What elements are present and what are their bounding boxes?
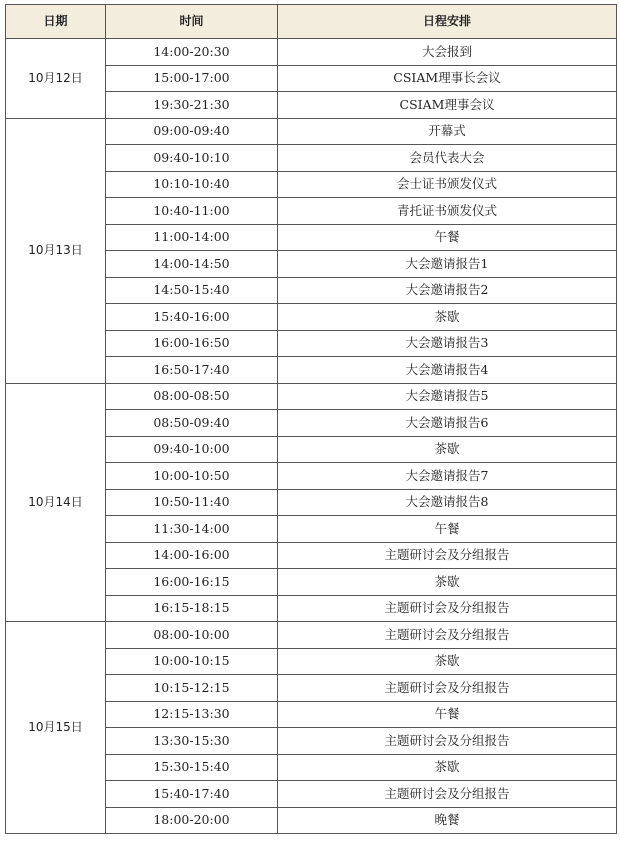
time-cell: 11:00-14:00 — [106, 224, 278, 251]
event-cell: 大会邀请报告2 — [278, 277, 617, 304]
event-cell: 开幕式 — [278, 118, 617, 145]
time-cell: 10:00-10:15 — [106, 648, 278, 675]
event-cell: 大会报到 — [278, 39, 617, 66]
event-cell: 茶歇 — [278, 754, 617, 781]
table-row — [6, 383, 617, 410]
date-cell: 10月14日 — [6, 383, 106, 622]
time-cell: 15:40-16:00 — [106, 304, 278, 331]
header-date: 日期 — [6, 5, 106, 39]
event-cell: 主题研讨会及分组报告 — [278, 675, 617, 702]
header-event: 日程安排 — [278, 5, 617, 39]
event-cell: 茶歇 — [278, 648, 617, 675]
time-cell: 16:00-16:15 — [106, 569, 278, 596]
event-cell: CSIAM理事会议 — [278, 92, 617, 119]
time-cell: 10:00-10:50 — [106, 463, 278, 490]
table-row — [6, 39, 617, 66]
header-row — [6, 5, 617, 39]
event-cell: 晚餐 — [278, 807, 617, 834]
time-cell: 08:00-10:00 — [106, 622, 278, 649]
event-cell: 茶歇 — [278, 304, 617, 331]
event-cell: 午餐 — [278, 701, 617, 728]
time-cell: 09:40-10:10 — [106, 145, 278, 172]
time-cell: 08:50-09:40 — [106, 410, 278, 437]
time-cell: 16:00-16:50 — [106, 330, 278, 357]
event-cell: CSIAM理事长会议 — [278, 65, 617, 92]
event-cell: 主题研讨会及分组报告 — [278, 595, 617, 622]
date-cell: 10月15日 — [6, 622, 106, 834]
table-row — [6, 118, 617, 145]
event-cell: 茶歇 — [278, 569, 617, 596]
time-cell: 14:00-14:50 — [106, 251, 278, 278]
time-cell: 16:50-17:40 — [106, 357, 278, 384]
event-cell: 午餐 — [278, 516, 617, 543]
time-cell: 15:30-15:40 — [106, 754, 278, 781]
time-cell: 09:00-09:40 — [106, 118, 278, 145]
time-cell: 10:10-10:40 — [106, 171, 278, 198]
event-cell: 大会邀请报告3 — [278, 330, 617, 357]
time-cell: 10:15-12:15 — [106, 675, 278, 702]
time-cell: 12:15-13:30 — [106, 701, 278, 728]
event-cell: 午餐 — [278, 224, 617, 251]
event-cell: 大会邀请报告7 — [278, 463, 617, 490]
schedule-table — [5, 4, 617, 834]
event-cell: 主题研讨会及分组报告 — [278, 781, 617, 808]
time-cell: 19:30-21:30 — [106, 92, 278, 119]
date-cell: 10月12日 — [6, 39, 106, 119]
time-cell: 18:00-20:00 — [106, 807, 278, 834]
time-cell: 10:40-11:00 — [106, 198, 278, 225]
time-cell: 10:50-11:40 — [106, 489, 278, 516]
date-cell: 10月13日 — [6, 118, 106, 383]
time-cell: 08:00-08:50 — [106, 383, 278, 410]
time-cell: 09:40-10:00 — [106, 436, 278, 463]
event-cell: 青托证书颁发仪式 — [278, 198, 617, 225]
event-cell: 大会邀请报告4 — [278, 357, 617, 384]
event-cell: 会员代表大会 — [278, 145, 617, 172]
event-cell: 主题研讨会及分组报告 — [278, 622, 617, 649]
event-cell: 会士证书颁发仪式 — [278, 171, 617, 198]
time-cell: 15:40-17:40 — [106, 781, 278, 808]
time-cell: 14:00-16:00 — [106, 542, 278, 569]
time-cell: 15:00-17:00 — [106, 65, 278, 92]
event-cell: 大会邀请报告1 — [278, 251, 617, 278]
time-cell: 11:30-14:00 — [106, 516, 278, 543]
event-cell: 主题研讨会及分组报告 — [278, 728, 617, 755]
event-cell: 大会邀请报告6 — [278, 410, 617, 437]
table-body — [6, 39, 617, 834]
time-cell: 14:50-15:40 — [106, 277, 278, 304]
event-cell: 大会邀请报告5 — [278, 383, 617, 410]
header-time: 时间 — [106, 5, 278, 39]
time-cell: 16:15-18:15 — [106, 595, 278, 622]
time-cell: 14:00-20:30 — [106, 39, 278, 66]
event-cell: 主题研讨会及分组报告 — [278, 542, 617, 569]
time-cell: 13:30-15:30 — [106, 728, 278, 755]
event-cell: 茶歇 — [278, 436, 617, 463]
table-row — [6, 622, 617, 649]
event-cell: 大会邀请报告8 — [278, 489, 617, 516]
table-header — [6, 5, 617, 39]
